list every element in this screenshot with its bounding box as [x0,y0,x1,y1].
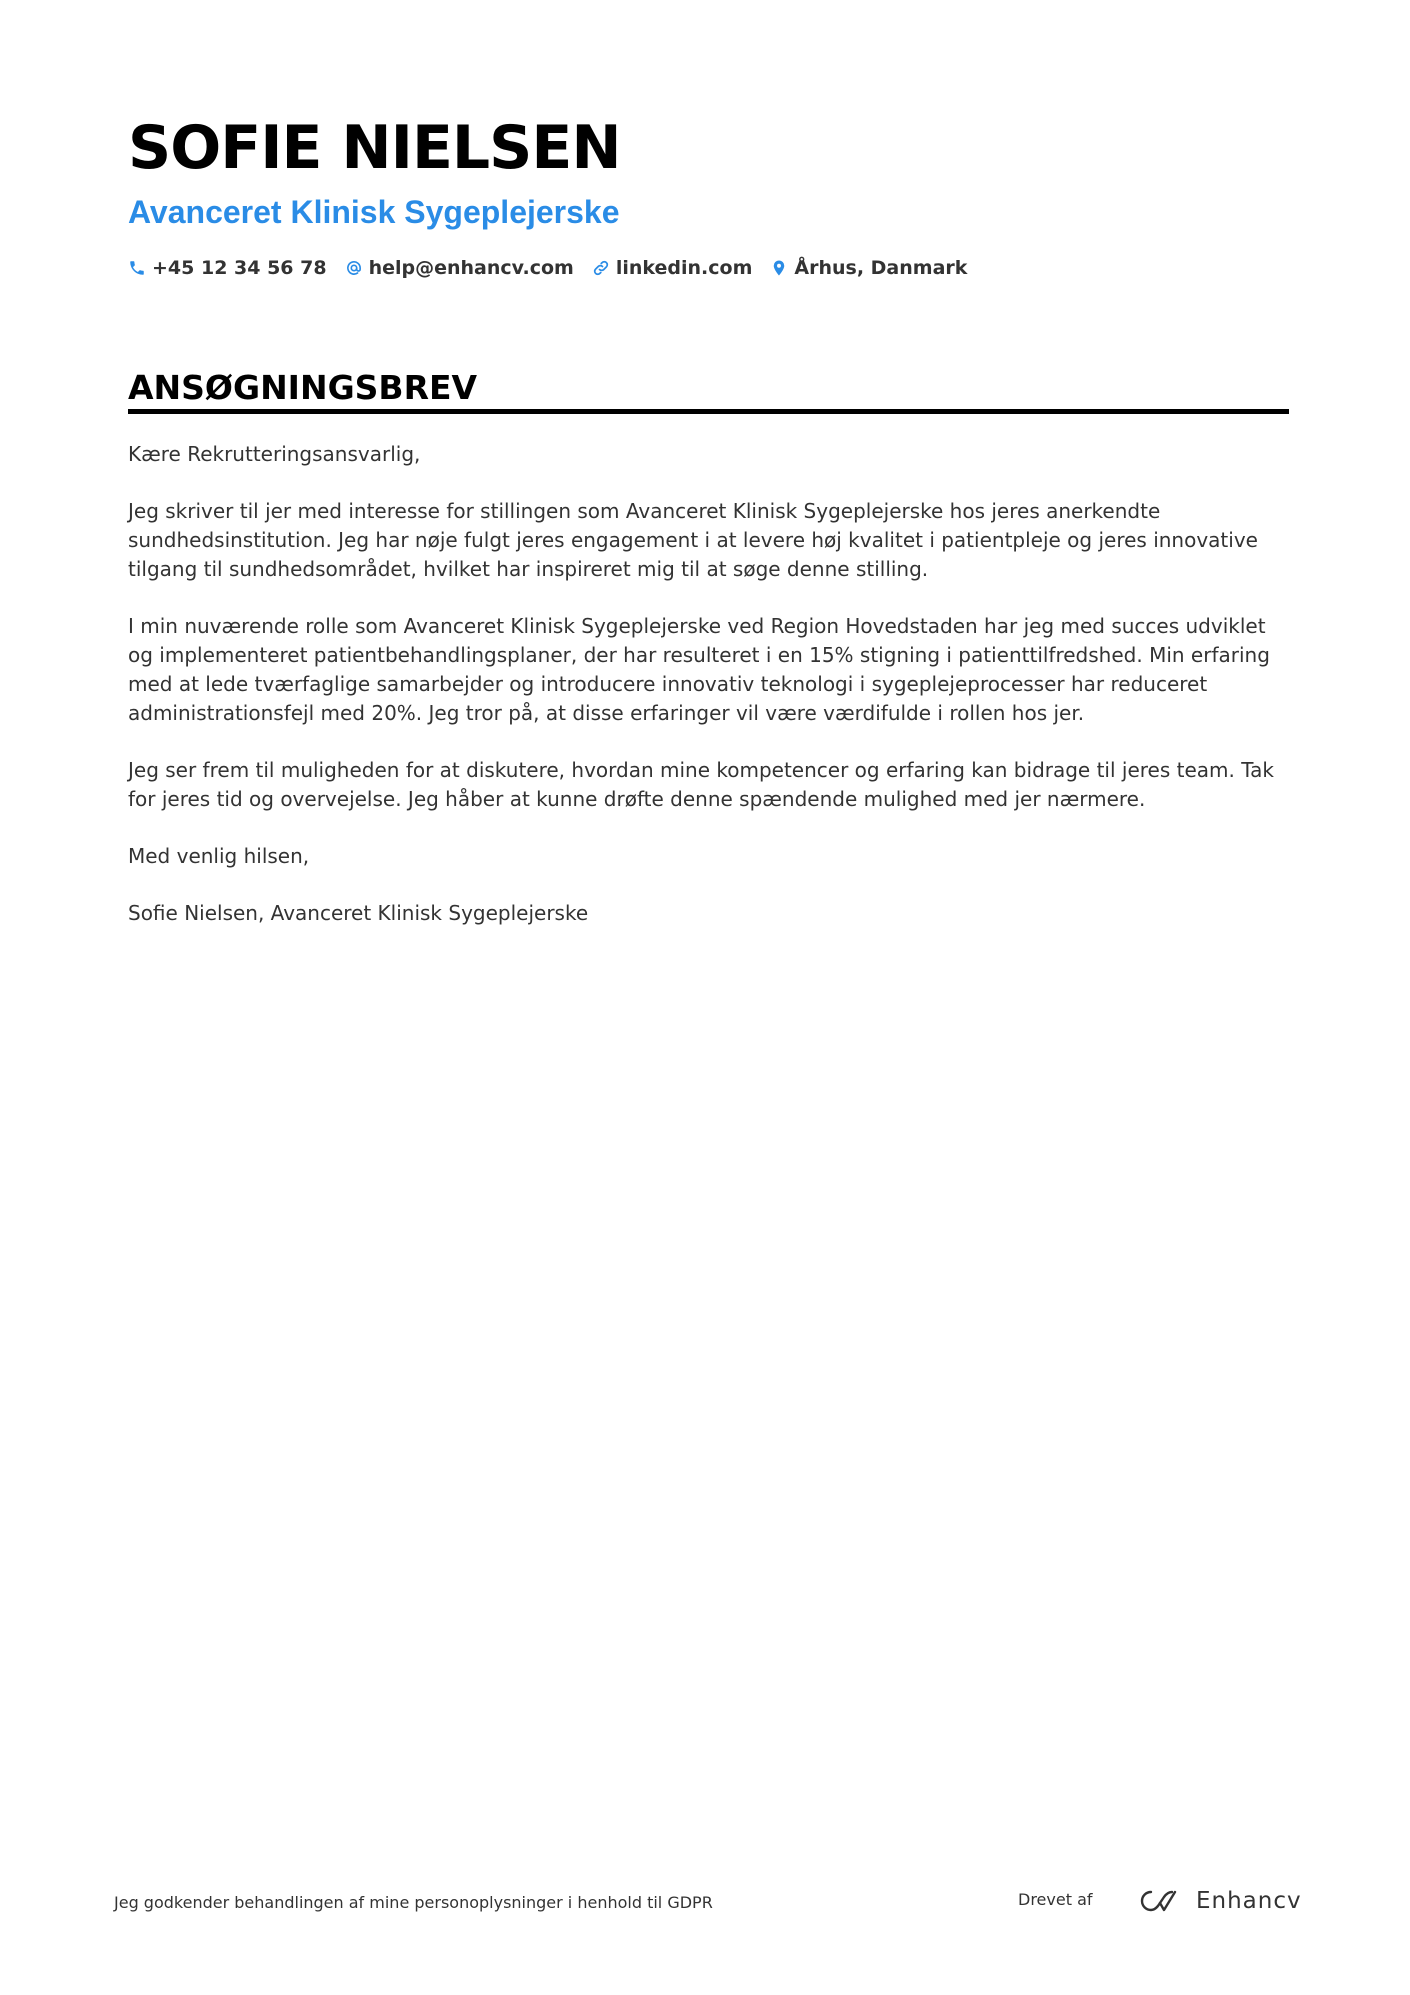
gdpr-consent-text: Jeg godkender behandlingen af mine personoplysninger i henhold til GDPR [114,1893,713,1912]
link-icon [592,259,610,277]
letter-paragraph: Jeg skriver til jer med interesse for stillingen som Avanceret Klinisk Sygeplejerske hos jeres anerkendte sundhedsinstitution. Jeg har nøje fulgt jeres engagement i at levere høj kvalitet i patientpleje og jeres innovative tilgang til sundhedsområdet, hvilket har inspireret mig til at søge denne stilling. [128,499,1258,581]
letter-paragraph: Jeg ser frem til muligheden for at diskutere, hvordan mine kompetencer og erfaring kan bidrage til jeres team. Tak for jeres tid og overvejelse. Jeg håber at kunne drøfte denne spændende mulighed med jer nærmere. [128,758,1274,811]
enhancv-logo[interactable] [1138,1884,1302,1918]
candidate-name: SOFIE NIELSEN [128,113,621,183]
powered-by-label: Drevet af [1018,1890,1093,1909]
contact-location-text: Århus, Danmark [794,257,968,279]
section-heading: ANSØGNINGSBREV [128,368,478,407]
contact-phone-text: +45 12 34 56 78 [152,257,327,279]
contact-email[interactable] [345,257,574,279]
location-pin-icon [770,259,788,277]
letter-closing: Med venlig hilsen, [128,844,310,868]
letter-paragraph: I min nuværende rolle som Avanceret Klinisk Sygeplejerske ved Region Hovedstaden har jeg med succes udviklet og implementeret patientbehandlingsplaner, der har resulteret i en 15% stigning i patienttilfredshed. Min erfaring med at lede tværfaglige samarbejder og introducere innovativ teknologi i sygeplejeprocesser har reduceret administrationsfejl med 20%. Jeg tror på, at disse erfaringer vil være værdifulde i rollen hos jer. [128,614,1270,725]
candidate-title: Avanceret Klinisk Sygeplejerske [128,194,620,230]
section-divider [128,409,1289,414]
contact-location [770,257,967,279]
phone-icon [128,259,146,277]
letter-greeting: Kære Rekrutteringsansvarlig, [128,442,421,466]
contact-linkedin-text[interactable]: linkedin.com [615,257,753,279]
contact-bar [128,252,985,284]
contact-phone [128,257,327,279]
at-icon [345,259,363,277]
enhancv-logo-icon [1138,1888,1186,1914]
letter-body [128,440,1289,956]
letter-signature: Sofie Nielsen, Avanceret Klinisk Sygeplejerske [128,901,589,925]
contact-email-text[interactable]: help@enhancv.com [368,257,574,279]
contact-linkedin[interactable] [592,257,753,279]
enhancv-logo-text: Enhancv [1196,1888,1302,1914]
